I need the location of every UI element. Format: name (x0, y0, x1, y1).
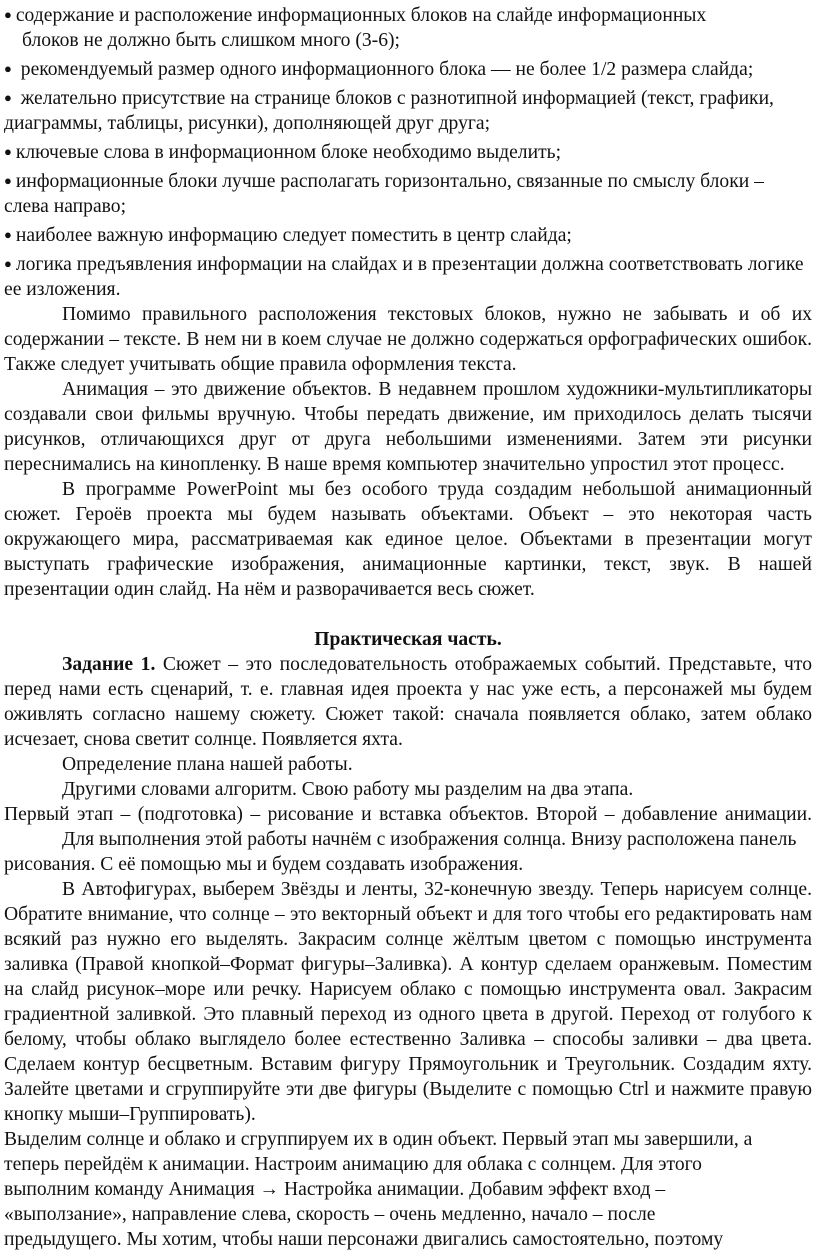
final-line: Выделим солнце и облако и сгруппируем их в один объект. Первый этап мы завершили, а (4, 1129, 753, 1150)
bullet-text: наиболее важную информацию следует поместить в центр слайда; (15, 225, 572, 246)
bullet-item (4, 85, 812, 136)
bullet-icon: ● (4, 173, 12, 188)
paragraph-powerpoint: В программе PowerPoint мы без особого труда создадим небольшой анимационный сюжет. Героёв проекта мы будем называть объектами. Объект – это некоторая часть окружающего мира, рассматриваемая как единое целое. Объектами в презентации могут выступать графические изображения, анимационные картинки, текст, звук. В нашей презентации один слайд. На нём и разворачивается весь сюжет. (4, 479, 812, 600)
final-line: выполним команду Анимация → Настройка анимации. Добавим эффект вход – (4, 1179, 666, 1200)
spacer (4, 602, 812, 627)
bullet-icon: ● (4, 144, 12, 159)
section-heading: Практическая часть. (314, 629, 502, 650)
bullet-icon: ● (4, 90, 12, 105)
bullet-item (4, 251, 812, 302)
paragraph-text-rules: Помимо правильного расположения текстовых блоков, нужно не забывать и об их содержании – тексте. В нем ни в коем случае не должно содержаться орфографических ошибок. Также следует учитывать общие правила оформления текста. (4, 304, 812, 375)
bullet-icon: ● (4, 227, 12, 242)
bullet-text: рекомендуемый размер одного информационного блока — не более 1/2 размера слайда; (20, 59, 754, 80)
bullet-text-line1: содержание и расположение информационных блоков на слайде информационных (15, 5, 707, 26)
bullet-item (4, 222, 812, 248)
paragraph-autoshapes: В Автофигурах, выберем Звёзды и ленты, 32-конечную звезду. Теперь нарисуем солнце. Обратите внимание, что солнце – это векторный объект и для того чтобы его редактировать нам всякий раз нужно его выделять. Закрасим солнце жёлтым цветом с помощью инструмента заливка (Правой кнопкой–Формат фигуры–Заливка). А контур сделаем оранжевым. Поместим на слайд рисунок–море или речку. Нарисуем облако с помощью инструмента овал. Закрасим градиентной заливкой. Это плавный переход из одного цвета в другой. Переход от голубого к белому, чтобы облако выглядело более естественно Заливка – способы заливки – два цвета. Сделаем контур бесцветным. Вставим фигуру Прямоугольник и Треугольник. Создадим яхту. Залейте цветами и сгруппируйте эти две фигуры (Выделите с помощью Ctrl и нажмите правую кнопку мыши–Группировать). (4, 879, 812, 1125)
paragraph-plan-definition: Определение плана нашей работы. (62, 754, 353, 775)
bullet-text: желательно присутствие на странице блоков с разнотипной информацией (текст, графики, диаграммы, таблицы, рисунки), дополняющей друг друга; (4, 88, 774, 134)
bullet-text: информационные блоки лучше располагать горизонтально, связанные по смыслу блоки – слева направо; (4, 171, 764, 217)
final-line: «выползание», направление слева, скорость – очень медленно, начало – после (4, 1204, 656, 1225)
bullet-text-line2: блоков не должно быть слишком много (3-6); (22, 30, 400, 51)
paragraph-task (4, 652, 812, 752)
bullet-item (4, 168, 812, 219)
bullet-icon: ● (4, 7, 12, 22)
paragraph-stages: Первый этап – (подготовка) – рисование и вставка объектов. Второй – добавление анимации. Для выполнения этой работы начнём с изображения солнца. Внизу расположена панель (4, 804, 812, 850)
bullet-icon: ● (4, 256, 12, 271)
bullet-item (4, 2, 812, 53)
bullet-icon: ● (4, 61, 12, 76)
paragraph-stages-tail: рисования. С её помощью мы и будем создавать изображения. (4, 854, 524, 875)
task-label: Задание 1. (62, 654, 156, 675)
final-line: теперь перейдём к анимации. Настроим анимацию для облака с солнцем. Для этого (4, 1154, 702, 1175)
task-text: Сюжет – это последовательность отображаемых событий. Представьте, что перед нами есть сценарий, т. е. главная идея проекта у нас уже есть, а персонажей мы будем оживлять согласно нашему сюжету. Сюжет такой: сначала появляется облако, затем облако исчезает, снова светит солнце. Появляется яхта. (4, 654, 812, 750)
paragraph-plan-algorithm: Другими словами алгоритм. Свою работу мы разделим на два этапа. (62, 779, 634, 800)
final-line: предыдущего. Мы хотим, чтобы наши персонажи двигались самостоятельно, поэтому (4, 1229, 724, 1250)
bullet-text: логика предъявления информации на слайдах и в презентации должна соответствовать логике ее изложения. (4, 254, 804, 300)
bullet-text: ключевые слова в информационном блоке необходимо выделить; (15, 142, 562, 163)
bullet-item (4, 139, 812, 165)
paragraph-animation: Анимация – это движение объектов. В недавнем прошлом художники-мультипликаторы создавали свои фильмы вручную. Чтобы передать движение, им приходилось делать тысячи рисунков, отличающихся друг от друга небольшими изменениями. Затем эти рисунки переснимались на кинопленку. В наше время компьютер значительно упростил этот процесс. (4, 379, 812, 475)
bullet-item (4, 56, 812, 82)
